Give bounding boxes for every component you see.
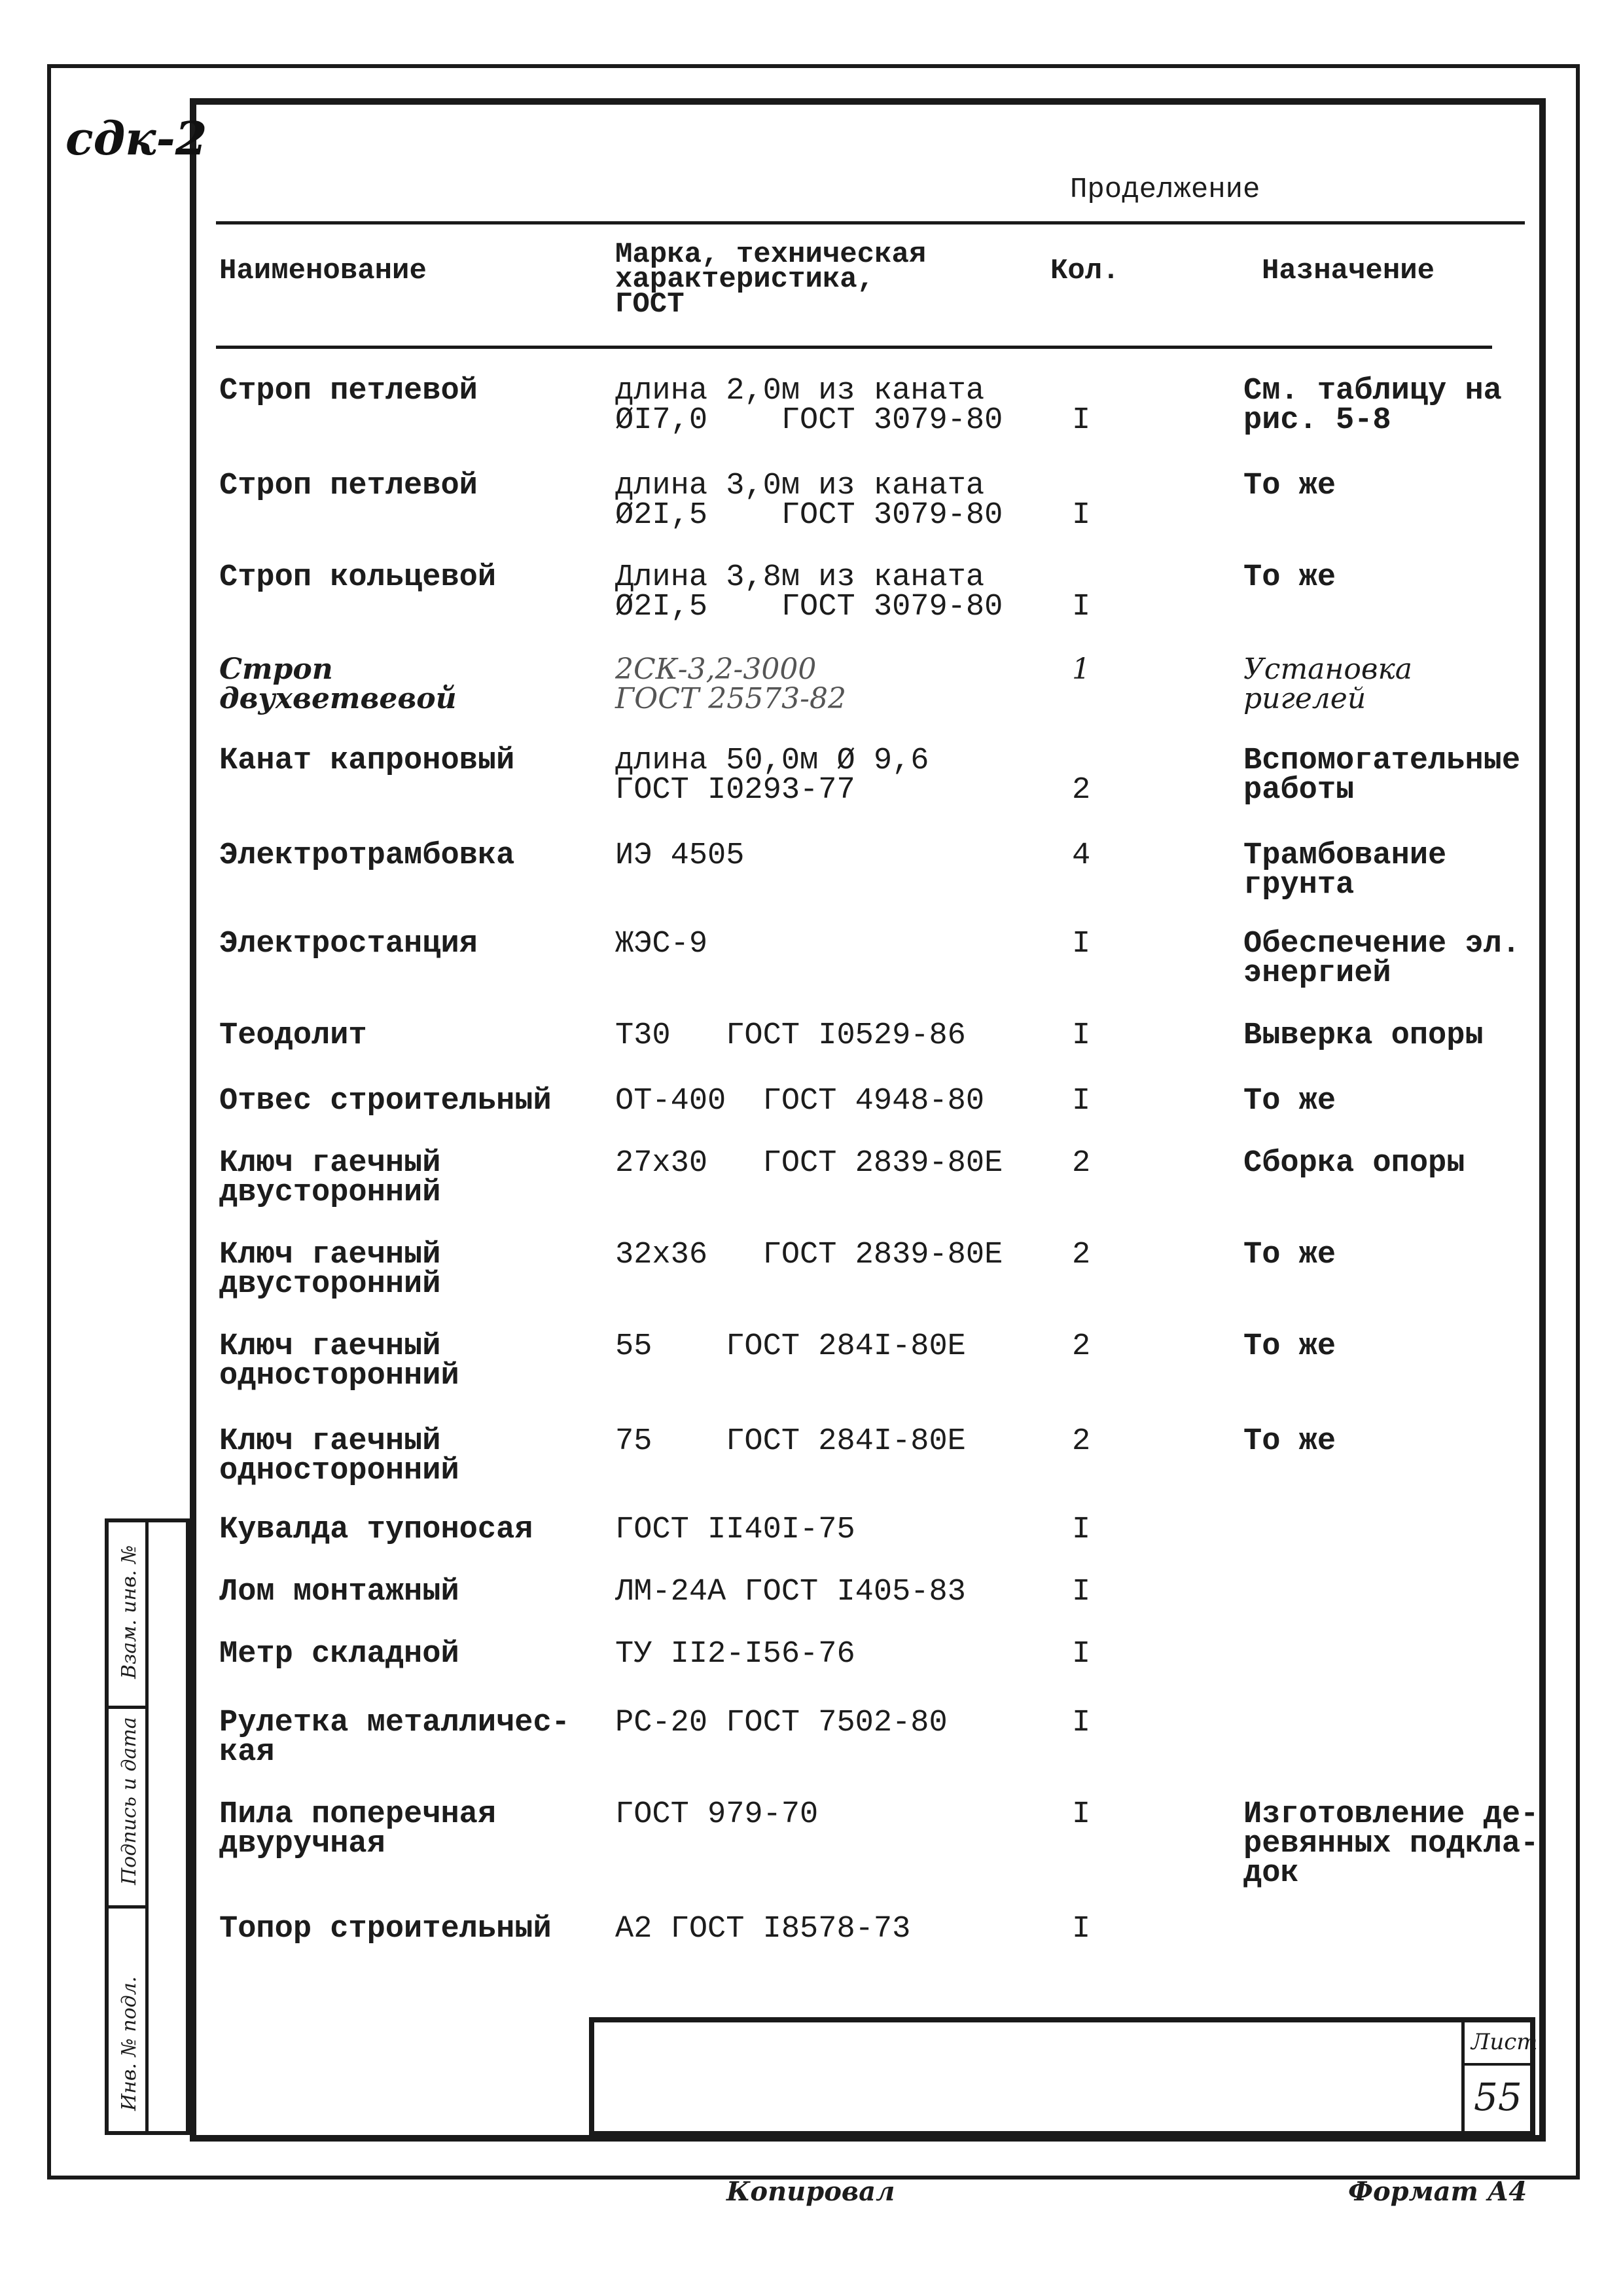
header-bottom-rule (216, 346, 1492, 349)
row-qty: 2 (1072, 1238, 1091, 1272)
header-mark: Марка, техническая характеристика, ГОСТ (615, 238, 927, 321)
sheet-label: Лист (1471, 2029, 1538, 2055)
row-qty: I (1072, 1513, 1091, 1547)
row-qty: I (1072, 403, 1091, 438)
row-name: Строп двухветвевой (219, 653, 457, 715)
row-qty: I (1072, 927, 1091, 961)
row-purpose: Установка ригелей (1243, 653, 1412, 715)
row-qty: I (1072, 498, 1091, 533)
row-name: Теодолит (219, 1018, 367, 1053)
row-qty: 2 (1072, 1424, 1091, 1459)
row-mark: длина 2,0м из каната ØI7,0 ГОСТ 3079-80 (615, 374, 1003, 438)
row-mark: РС-20 ГОСТ 7502-80 (615, 1706, 948, 1740)
continuation-label: Проделжение (1070, 173, 1260, 206)
footer-copied: Копировал (726, 2176, 895, 2207)
side-label-orig-inv: Инв. № подл. (118, 1976, 141, 2111)
row-qty: I (1072, 1018, 1091, 1053)
header-qty: Кол. (1050, 255, 1120, 287)
row-qty: 2 (1072, 773, 1091, 808)
row-mark: 55 ГОСТ 284I-80Е (615, 1329, 966, 1364)
row-name: Электротрамбовка (219, 838, 515, 873)
header-top-rule (216, 221, 1525, 224)
row-mark: длина 50,0м Ø 9,6 ГОСТ I0293-77 (615, 744, 929, 808)
row-name: Отвес строительный (219, 1084, 552, 1119)
row-mark: длина 3,0м из каната Ø2I,5 ГОСТ 3079-80 (615, 469, 1003, 533)
row-name: Лом монтажный (219, 1575, 459, 1609)
row-mark: Длина 3,8м из каната Ø2I,5 ГОСТ 3079-80 (615, 560, 1003, 624)
sheet-number: 55 (1474, 2075, 1522, 2119)
row-name: Ключ гаечный двусторонний (219, 1146, 441, 1210)
row-qty: 2 (1072, 1146, 1091, 1181)
row-qty: I (1072, 1575, 1091, 1609)
row-mark: Т30 ГОСТ I0529-86 (615, 1018, 966, 1053)
row-name: Топор строительный (219, 1912, 552, 1946)
side-label-replaced-inv: Взам. инв. № (118, 1545, 141, 1679)
row-name: Пила поперечная двуручная (219, 1797, 497, 1861)
row-name: Строп петлевой (219, 469, 478, 503)
row-purpose: То же (1243, 1084, 1336, 1119)
row-purpose: Изготовление де- ревянных подкла- док (1243, 1797, 1539, 1891)
row-mark: ГОСТ II40I-75 (615, 1513, 855, 1547)
row-mark: ЖЭС-9 (615, 927, 708, 961)
row-name: Рулетка металличес- кая (219, 1706, 570, 1770)
row-mark: 2СК-3,2-3000 ГОСТ 25573-82 (615, 653, 847, 715)
row-mark: ГОСТ 979-70 (615, 1797, 819, 1832)
row-name: Ключ гаечный односторонний (219, 1424, 459, 1488)
row-name: Кувалда тупоносая (219, 1513, 533, 1547)
row-name: Строп кольцевой (219, 560, 497, 595)
row-purpose: Обеспечение эл. энергией (1243, 927, 1521, 991)
row-purpose: То же (1243, 1329, 1336, 1364)
row-purpose: То же (1243, 469, 1336, 503)
row-purpose: То же (1243, 1424, 1336, 1459)
row-qty: 1 (1072, 653, 1090, 686)
row-mark: А2 ГОСТ I8578-73 (615, 1912, 911, 1946)
row-purpose: Выверка опоры (1243, 1018, 1484, 1053)
row-purpose: Трамбование грунта (1243, 838, 1447, 903)
header-name: Наименование (219, 255, 427, 287)
row-mark: 32х36 ГОСТ 2839-80Е (615, 1238, 1003, 1272)
corner-handwritten-note: сдк-2 (65, 111, 207, 166)
row-purpose: См. таблицу на рис. 5-8 (1243, 374, 1502, 438)
row-mark: 75 ГОСТ 284I-80Е (615, 1424, 966, 1459)
sheet-number-cell (1461, 2022, 1538, 2131)
row-qty: I (1072, 1084, 1091, 1119)
row-name: Ключ гаечный односторонний (219, 1329, 459, 1393)
row-purpose: То же (1243, 1238, 1336, 1272)
row-mark: ТУ II2-I56-76 (615, 1637, 855, 1672)
row-qty: 4 (1072, 838, 1091, 873)
header-purpose: Назначение (1262, 255, 1435, 287)
row-purpose: То же (1243, 560, 1336, 595)
side-label-signature-date: Подпись и дата (118, 1717, 141, 1885)
title-block-stamp (589, 2017, 1538, 2136)
row-qty: I (1072, 1637, 1091, 1672)
row-name: Ключ гаечный двусторонний (219, 1238, 441, 1302)
row-name: Канат капроновый (219, 744, 515, 778)
row-name: Строп петлевой (219, 374, 478, 408)
row-purpose: Сборка опоры (1243, 1146, 1465, 1181)
row-qty: I (1072, 590, 1091, 624)
row-mark: ИЭ 4505 (615, 838, 745, 873)
row-qty: I (1072, 1797, 1091, 1832)
row-mark: ОТ-400 ГОСТ 4948-80 (615, 1084, 985, 1119)
row-name: Электростанция (219, 927, 478, 961)
row-mark: ЛМ-24А ГОСТ I405-83 (615, 1575, 966, 1609)
footer-format: Формат А4 (1348, 2176, 1527, 2207)
row-purpose: Вспомогательные работы (1243, 744, 1521, 808)
row-mark: 27х30 ГОСТ 2839-80Е (615, 1146, 1003, 1181)
row-qty: I (1072, 1706, 1091, 1740)
row-name: Метр складной (219, 1637, 459, 1672)
row-qty: 2 (1072, 1329, 1091, 1364)
row-qty: I (1072, 1912, 1091, 1946)
